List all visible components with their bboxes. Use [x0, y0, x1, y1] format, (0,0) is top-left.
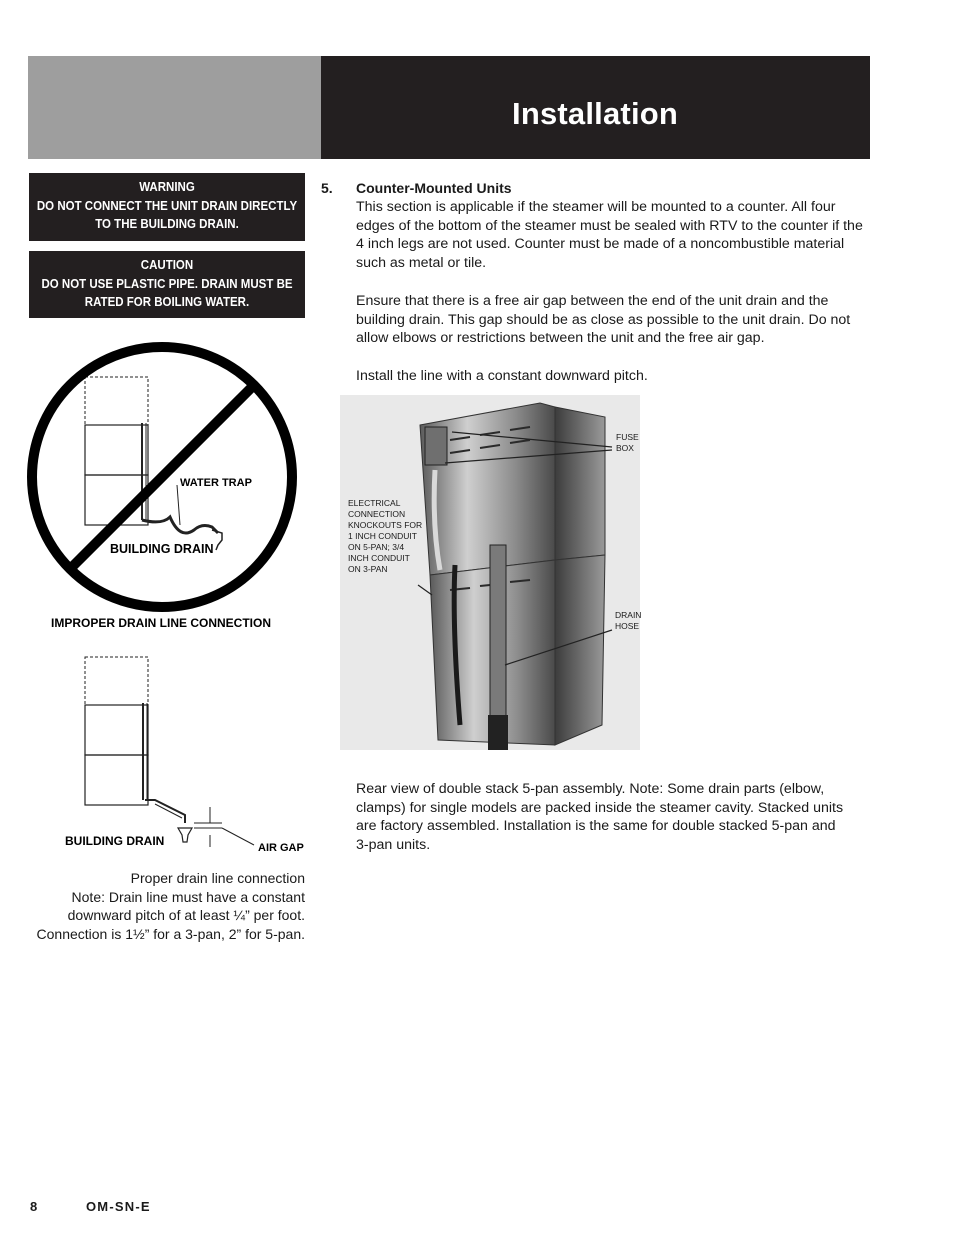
fuse-box-label [616, 432, 639, 454]
text-line: Install the line with a constant downward pitch. [356, 368, 648, 384]
label-line: KNOCKOUTS FOR [348, 520, 423, 530]
text-line: Ensure that there is a free air gap between the end of the unit drain and the [356, 293, 829, 309]
text-line: allow elbows or restrictions between the unit and the free air gap. [356, 330, 765, 347]
paragraph-rear-view [356, 780, 872, 854]
paragraph-pitch [356, 367, 872, 386]
text-line: Rear view of double stack 5-pan assembly. Note: Some drain parts (elbow, [356, 781, 825, 797]
label-line: FUSE [616, 432, 639, 442]
label-line: HOSE [615, 621, 640, 631]
text-line: This section is applicable if the steamer will be mounted to a counter. All four [356, 199, 836, 215]
caption-line: Proper drain line connection [130, 870, 305, 886]
caption-line: downward pitch of at least ¼” per foot. [67, 907, 305, 923]
label-line: ON 3-PAN [348, 564, 388, 574]
label-line: DRAIN [615, 610, 642, 620]
section-title: Counter-Mounted Units [356, 180, 512, 196]
air-gap-label: AIR GAP [258, 842, 304, 854]
warning-line: TO THE BUILDING DRAIN. [95, 217, 239, 231]
caution-line: DO NOT USE PLASTIC PIPE. DRAIN MUST BE [41, 276, 293, 291]
label-line: CONNECTION [348, 509, 406, 519]
building-drain-label: BUILDING DRAIN [65, 834, 165, 848]
proper-drain-caption [28, 869, 305, 943]
leader-line [177, 485, 180, 525]
header-gray-block [28, 56, 321, 159]
caution-box [29, 251, 305, 318]
text-line: clamps) for single models are packed inside the steamer cavity. Stacked units [356, 799, 844, 816]
improper-caption: IMPROPER DRAIN LINE CONNECTION [51, 616, 272, 630]
caution-line: CAUTION [140, 258, 194, 272]
text-line: edges of the bottom of the steamer must be sealed with RTV to the counter if the [356, 217, 863, 234]
paragraph-counter-mount [356, 198, 872, 272]
paragraph-air-gap [356, 292, 872, 348]
unit-section [85, 425, 148, 475]
label-line: 1 INCH CONDUIT [348, 531, 417, 541]
drain-hose-label [615, 610, 641, 632]
text-line: 4 inch legs are not used. Counter must be made of a noncombustible material [356, 236, 845, 253]
caution-line: RATED FOR BOILING WATER. [84, 295, 250, 309]
unit-dashed-top [85, 377, 148, 425]
leader-line [222, 828, 254, 845]
label-line: ELECTRICAL [348, 498, 401, 508]
building-drain-label: BUILDING DRAIN [110, 542, 214, 556]
warning-line: WARNING [139, 180, 195, 194]
caption-line: Note: Drain line must have a constant [71, 888, 305, 905]
building-drain-funnel [178, 828, 192, 842]
page-title: Installation [512, 96, 679, 131]
caption-line: Connection is 1½” for a 3-pan, 2” for 5-pan. [36, 925, 305, 942]
proper-drain-figure [60, 655, 310, 855]
text-line: 3-pan units. [356, 836, 431, 853]
section-number: 5. [321, 180, 333, 196]
drain-line [145, 800, 185, 823]
unit-section [85, 705, 148, 755]
page-number: 8 [30, 1199, 38, 1214]
unit-section [85, 755, 148, 805]
document-code: OM-SN-E [86, 1199, 151, 1214]
warning-box [29, 173, 305, 241]
text-line: building drain. This gap should be as close as possible to the unit drain. Do not [356, 311, 851, 328]
unit-dashed-top [85, 657, 148, 705]
label-line: INCH CONDUIT [348, 553, 410, 563]
electrical-knockouts-label [348, 498, 422, 575]
text-line: are factory assembled. Installation is the same for double stacked 5-pan and [356, 818, 836, 835]
label-line: ON 5-PAN; 3/4 [348, 542, 405, 552]
warning-line: DO NOT CONNECT THE UNIT DRAIN DIRECTLY [36, 198, 298, 213]
water-trap-label: WATER TRAP [180, 477, 252, 489]
text-line: such as metal or tile. [356, 254, 487, 271]
improper-drain-figure [22, 335, 312, 635]
label-line: BOX [616, 443, 634, 453]
